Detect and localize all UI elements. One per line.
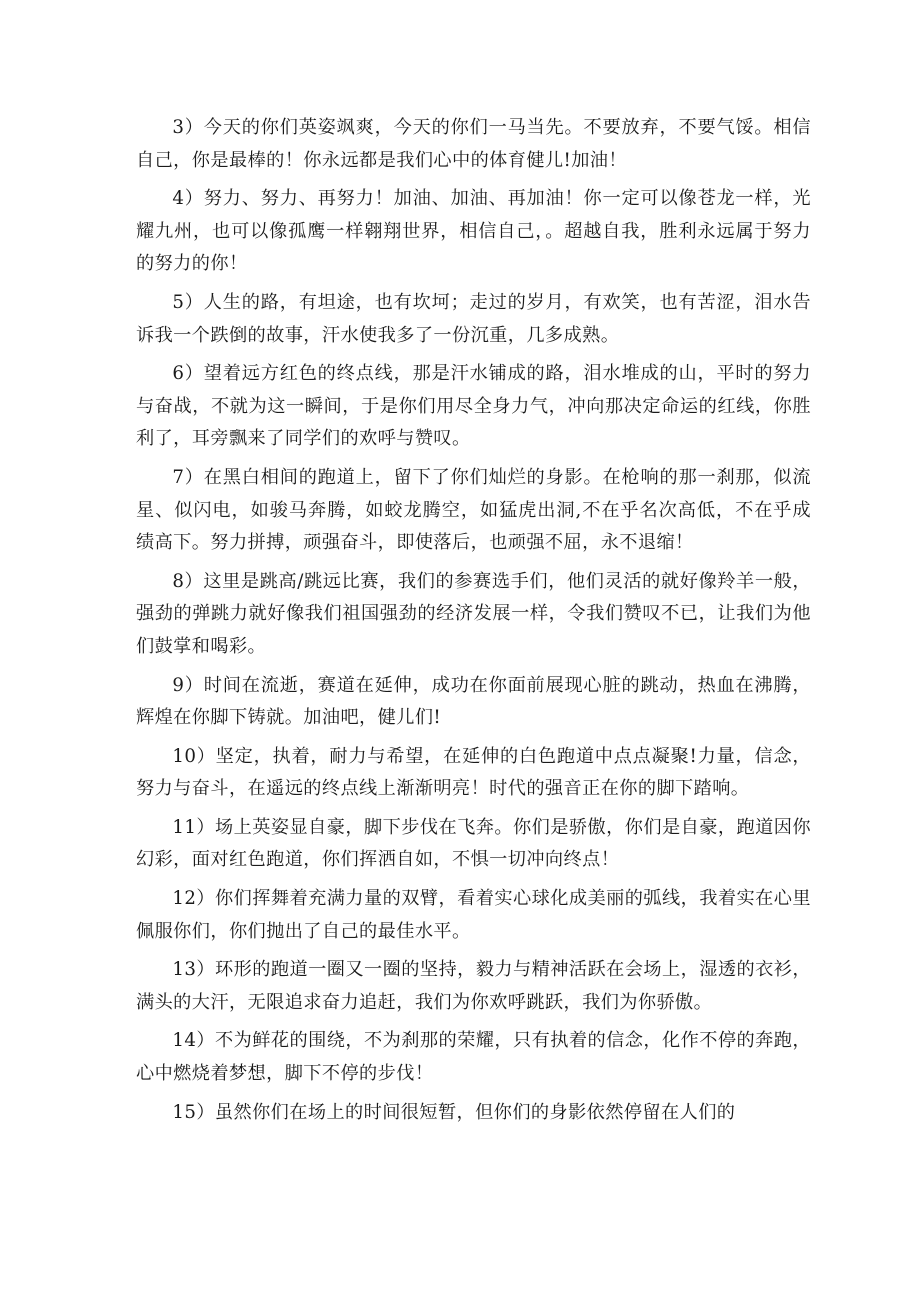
paragraph-15: 15）虽然你们在场上的时间很短暂，但你们的身影依然停留在人们的 xyxy=(172,1101,736,1123)
paragraph-9: 9）时间在流逝，赛道在延伸，成功在你面前展现心脏的跳动，热血在沸腾，辉煌在你脚下铸就。加油吧，健儿们! xyxy=(136,674,811,729)
paragraph-13: 13）环形的跑道一圈又一圈的坚持，毅力与精神活跃在会场上，湿透的衣衫，满头的大汗，无限追求奋力追赶，我们为你欢呼跳跃，我们为你骄傲。 xyxy=(136,959,811,1013)
paragraph-11: 11）场上英姿显自豪，脚下步伐在飞奔。你们是骄傲，你们是自豪，跑道因你幻彩，面对红色跑道，你们挥洒自如，不惧一切冲向终点！ xyxy=(136,816,811,871)
paragraph-10: 10）坚定，执着，耐力与希望，在延伸的白色跑道中点点凝聚!力量，信念，努力与奋斗，在遥远的终点线上渐渐明亮！时代的强音正在你的脚下踏响。 xyxy=(136,745,811,800)
paragraph-12: 12）你们挥舞着充满力量的双臂，看着实心球化成美丽的弧线，我着实在心里佩服你们，你们抛出了自己的最佳水平。 xyxy=(136,888,811,942)
paragraph-4: 4）努力、努力、再努力！加油、加油、再加油！你一定可以像苍龙一样，光耀九州，也可以像孤鹰一样翱翔世界，相信自己，。超越自我，胜利永远属于努力的努力的你！ xyxy=(136,188,811,275)
paragraph-14: 14）不为鲜花的围绕，不为刹那的荣耀，只有执着的信念，化作不停的奔跑，心中燃烧着梦想，脚下不停的步伐！ xyxy=(136,1030,811,1085)
paragraph-6: 6）望着远方红色的终点线，那是汗水铺成的路，泪水堆成的山，平时的努力与奋战，不就为这一瞬间，于是你们用尽全身力气，冲向那决定命运的红线，你胜利了，耳旁飘来了同学们的欢呼与赞叹。 xyxy=(136,363,811,450)
paragraph-3: 3）今天的你们英姿飒爽，今天的你们一马当先。不要放弃，不要气馁。相信自己，你是最棒的！你永远都是我们心中的体育健儿!加油！ xyxy=(136,117,811,171)
paragraph-7: 7）在黑白相间的跑道上，留下了你们灿烂的身影。在枪响的那一刹那，似流星、似闪电，如骏马奔腾，如蛟龙腾空，如猛虎出洞,不在乎名次高低，不在乎成绩高下。努力拼搏，顽强奋斗，即使落后，也顽强不屈，永不退缩！ xyxy=(136,466,811,554)
paragraph-8: 8）这里是跳高/跳远比赛，我们的参赛选手们，他们灵活的就好像羚羊一般，强劲的弹跳力就好像我们祖国强劲的经济发展一样，令我们赞叹不已，让我们为他们鼓掌和喝彩。 xyxy=(136,570,811,657)
document-body xyxy=(136,112,811,1135)
paragraph-5: 5）人生的路，有坦途，也有坎坷；走过的岁月，有欢笑，也有苦涩，泪水告诉我一个跌倒的故事，汗水使我多了一份沉重，几多成熟。 xyxy=(136,291,811,346)
